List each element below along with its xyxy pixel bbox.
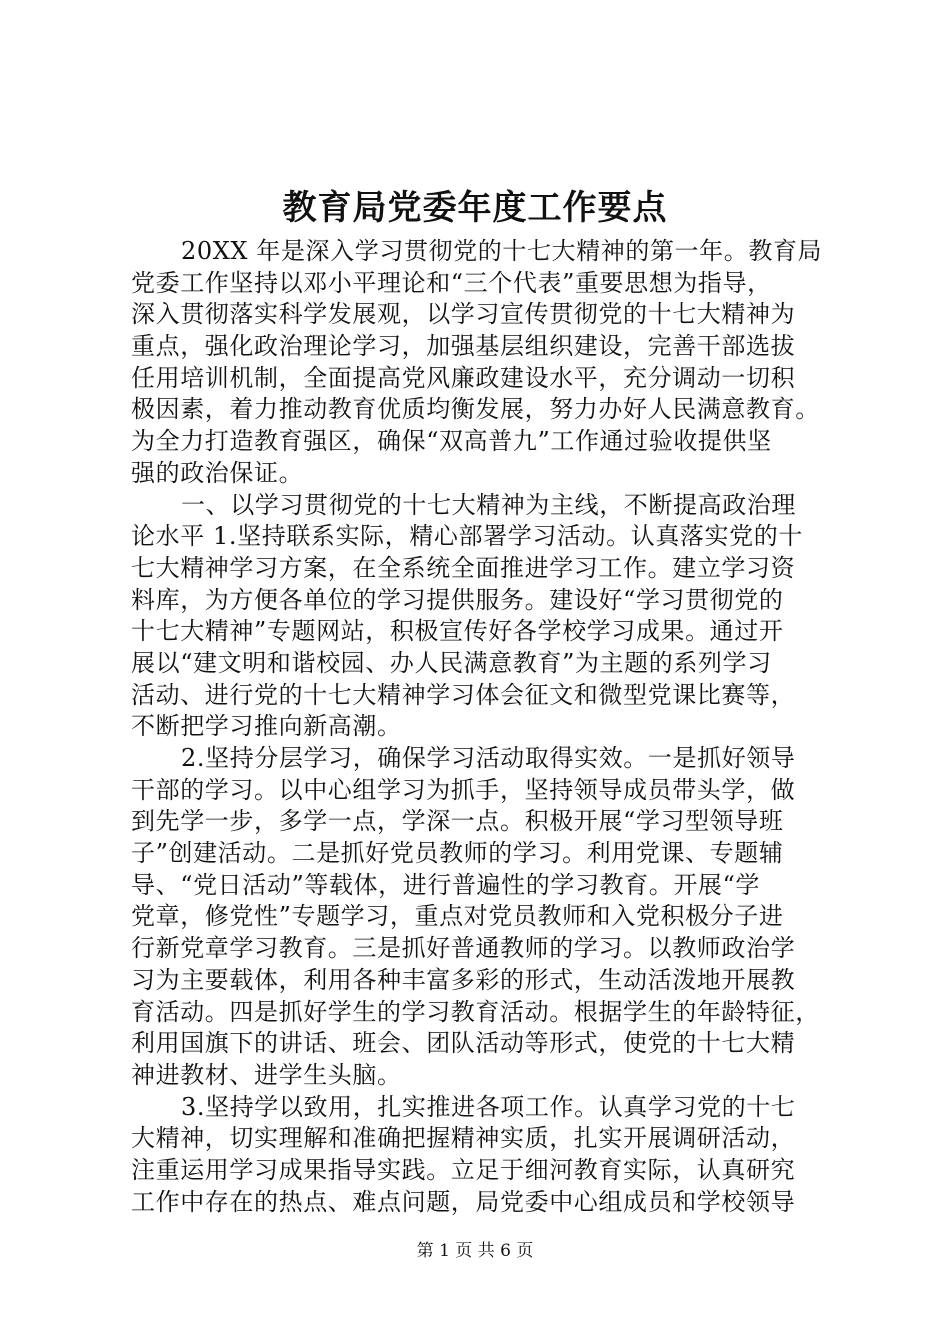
paragraph-line: 任用培训机制，全面提高党风廉政建设水平，充分调动一切积 [131,363,796,392]
page-number-footer: 第 1 页 共 6 页 [416,1241,534,1261]
document-body [131,236,831,1218]
paragraph-line: 论水平 1.坚持联系实际，精心部署学习活动。认真落实党的十 [131,522,803,551]
paragraph-line: 七大精神学习方案，在全系统全面推进学习工作。建立学习资 [131,553,796,582]
paragraph-line: 料库，为方便各单位的学习提供服务。建设好“学习贯彻党的 [131,585,784,614]
paragraph-line: 2.坚持分层学习，确保学习活动取得实效。一是抓好领导 [181,744,796,772]
document-title: 教育局党委年度工作要点 [282,188,668,228]
paragraph-line: 20XX 年是深入学习贯彻党的十七大精神的第一年。教育局 [181,237,823,265]
paragraph-line: 子”创建活动。二是抓好党员教师的学习。利用党课、专题辅 [131,839,784,868]
paragraph-line: 党委工作坚持以邓小平理论和“三个代表”重要思想为指导， [131,268,772,297]
paragraph-line: 一、以学习贯彻党的十七大精神为主线，不断提高政治理 [181,490,796,519]
paragraph-line: 活动、进行党的十七大精神学习体会征文和微型党课比赛等， [131,680,796,709]
paragraph-line: 育活动。四是抓好学生的学习教育活动。根据学生的年龄特征， [131,997,820,1026]
paragraph-line: 到先学一步，多学一点，学深一点。积极开展“学习型领导班 [131,807,784,836]
paragraph-line: 强的政治保证。 [131,458,304,487]
paragraph-line: 行新党章学习教育。三是抓好普通教师的学习。以教师政治学 [131,934,796,963]
paragraph-line: 神进教材、进学生头脑。 [131,1060,402,1089]
paragraph-line: 不断把学习推向新高潮。 [131,712,402,741]
paragraph-line: 大精神，切实理解和准确把握精神实质，扎实开展调研活动， [131,1124,796,1153]
paragraph-line: 干部的学习。以中心组学习为抓手，坚持领导成员带头学，做 [131,775,796,804]
paragraph-line: 十七大精神”专题网站，积极宣传好各学校学习成果。通过开 [131,617,784,646]
paragraph-line: 注重运用学习成果指导实践。立足于细河教育实际，认真研究 [131,1155,796,1184]
paragraph-line: 为全力打造教育强区，确保“双高普九”工作通过验收提供坚 [131,427,772,456]
paragraph-line: 党章，修党性”专题学习，重点对党员教师和入党积极分子进 [131,902,784,931]
paragraph-line: 导、“党日活动”等载体，进行普遍性的学习教育。开展“学 [131,870,761,899]
paragraph-line: 工作中存在的热点、难点问题，局党委中心组成员和学校领导 [131,1187,796,1216]
paragraph-line: 重点，强化政治理论学习，加强基层组织建设，完善干部选拔 [131,332,796,361]
paragraph-line: 利用国旗下的讲话、班会、团队活动等形式，使党的十七大精 [131,1029,796,1058]
paragraph-line: 极因素，着力推动教育优质均衡发展，努力办好人民满意教育。 [131,395,820,424]
paragraph-line: 习为主要载体，利用各种丰富多彩的形式，生动活泼地开展教 [131,965,796,994]
paragraph-line: 3.坚持学以致用，扎实推进各项工作。认真学习党的十七 [181,1092,796,1121]
paragraph-line: 展以“建文明和谐校园、办人民满意教育”为主题的系列学习 [131,648,772,677]
paragraph-line: 深入贯彻落实科学发展观，以学习宣传贯彻党的十七大精神为 [131,300,796,329]
